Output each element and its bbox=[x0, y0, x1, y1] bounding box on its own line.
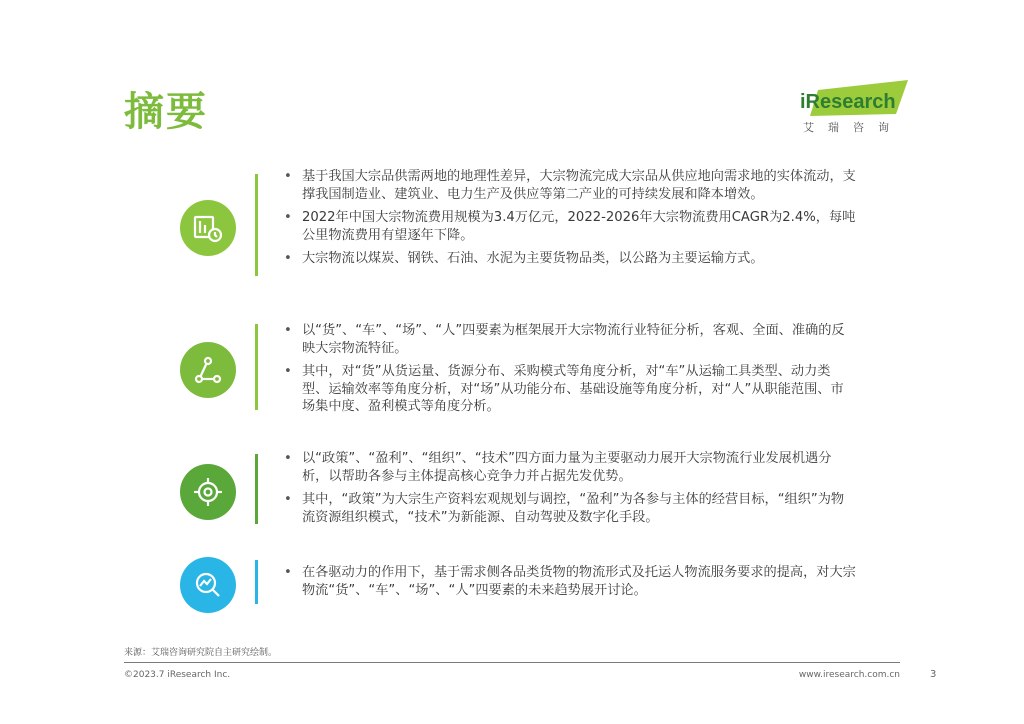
bullet-list bbox=[284, 450, 856, 532]
copyright: ©2023.7 iResearch Inc. bbox=[124, 670, 231, 680]
footer-divider bbox=[124, 662, 900, 663]
list-item: • 大宗物流以煤炭、钢铁、石油、水泥为主要货物品类，以公路为主要运输方式。 bbox=[284, 250, 856, 268]
logo-chinese-name: 艾瑞咨询 bbox=[803, 121, 903, 134]
section-divider bbox=[255, 560, 258, 604]
target-icon bbox=[180, 464, 236, 520]
website-link[interactable]: www.iresearch.com.cn bbox=[798, 670, 900, 680]
bullet-list bbox=[284, 322, 856, 422]
list-item: • 以“政策”、“盈利”、“组织”、“技术”四方面力量为主要驱动力展开大宗物流行业发展机遇分析，以帮助各参与主体提高核心竞争力并占据先发优势。 bbox=[284, 450, 856, 485]
trend-search-icon bbox=[180, 557, 236, 613]
list-item: • 在各驱动力的作用下，基于需求侧各品类货物的物流形式及托运人物流服务要求的提高，对大宗物流“货”、“车”、“场”、“人”四要素的未来趋势展开讨论。 bbox=[284, 564, 856, 599]
page-number: 3 bbox=[930, 669, 937, 680]
section-divider bbox=[255, 324, 258, 410]
bullet-list bbox=[284, 168, 856, 274]
page-title: 摘要 bbox=[124, 89, 208, 135]
section-divider bbox=[255, 454, 258, 524]
list-item: • 基于我国大宗品供需两地的地理性差异，大宗物流完成大宗品从供应地向需求地的实体流动，支撑我国制造业、建筑业、电力生产及供应等第二产业的可持续发展和降本增效。 bbox=[284, 168, 856, 203]
list-item: • 其中，“政策”为大宗生产资料宏观规划与调控，“盈利”为各参与主体的经营目标，“组织”为物流资源组织模式，“技术”为新能源、自动驾驶及数字化手段。 bbox=[284, 491, 856, 526]
list-item: • 其中，对“货”从货运量、货源分布、采购模式等角度分析，对“车”从运输工具类型、动力类型、运输效率等角度分析，对“场”从功能分布、基础设施等角度分析，对“人”从职能范围、市场集中度、盈利模式等角度分析。 bbox=[284, 363, 856, 416]
list-item: • 以“货”、“车”、“场”、“人”四要素为框架展开大宗物流行业特征分析，客观、全面、准确的反映大宗物流特征。 bbox=[284, 322, 856, 357]
bullet-list bbox=[284, 564, 856, 605]
chart-clock-icon bbox=[180, 200, 236, 256]
list-item: • 2022年中国大宗物流费用规模为3.4万亿元，2022-2026年大宗物流费用CAGR为2.4%，每吨公里物流费用有望逐年下降。 bbox=[284, 209, 856, 244]
section-divider bbox=[255, 174, 258, 276]
source-note: 来源：艾瑞咨询研究院自主研究绘制。 bbox=[124, 648, 278, 658]
network-nodes-icon bbox=[180, 342, 236, 398]
svg-text:iResearch: iResearch bbox=[800, 91, 896, 113]
